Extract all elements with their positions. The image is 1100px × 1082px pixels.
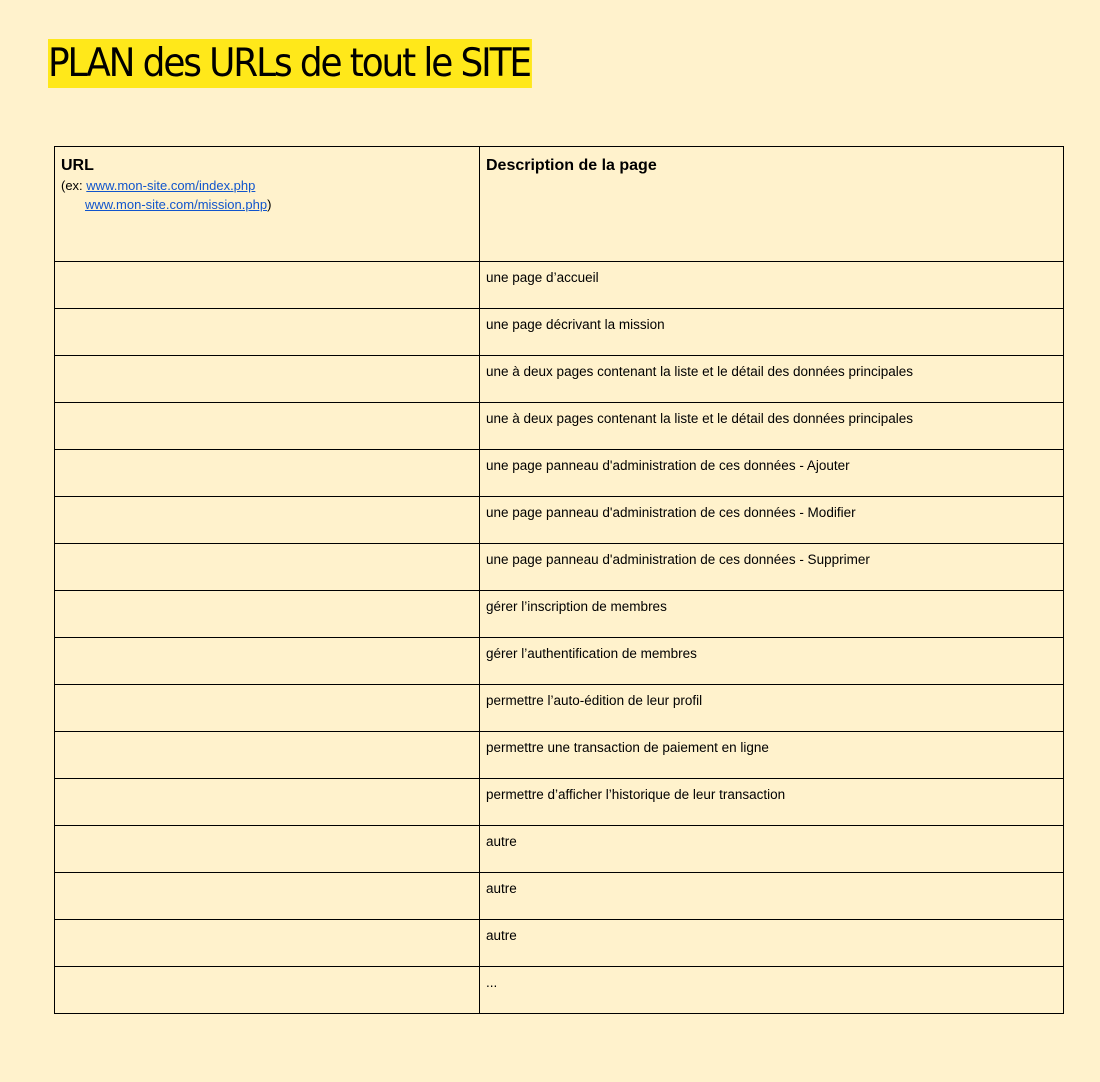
url-cell[interactable]: [55, 356, 480, 403]
url-cell[interactable]: [55, 262, 480, 309]
description-cell: permettre l’auto-édition de leur profil: [480, 685, 1064, 732]
description-cell: autre: [480, 873, 1064, 920]
url-cell[interactable]: [55, 544, 480, 591]
description-cell: autre: [480, 920, 1064, 967]
table-row: [55, 309, 1064, 356]
url-cell[interactable]: [55, 920, 480, 967]
url-cell[interactable]: [55, 450, 480, 497]
description-header-label: Description de la page: [486, 157, 657, 174]
table-row: [55, 685, 1064, 732]
url-plan-table: [54, 146, 1064, 1014]
description-cell: permettre une transaction de paiement en ligne: [480, 732, 1064, 779]
url-cell[interactable]: [55, 732, 480, 779]
table-row: [55, 967, 1064, 1014]
url-cell[interactable]: [55, 779, 480, 826]
description-cell: une à deux pages contenant la liste et le détail des données principales: [480, 356, 1064, 403]
table-row: [55, 779, 1064, 826]
table-row: [55, 356, 1064, 403]
description-cell: une page d’accueil: [480, 262, 1064, 309]
url-cell[interactable]: [55, 826, 480, 873]
table-row: [55, 826, 1064, 873]
url-example: [61, 176, 473, 214]
url-cell[interactable]: [55, 497, 480, 544]
description-cell: une page panneau d'administration de ces données - Supprimer: [480, 544, 1064, 591]
url-cell[interactable]: [55, 403, 480, 450]
description-cell: une page panneau d'administration de ces données - Modifier: [480, 497, 1064, 544]
table-row: [55, 262, 1064, 309]
description-cell: gérer l’inscription de membres: [480, 591, 1064, 638]
example-suffix: ): [267, 197, 272, 212]
example-link-index[interactable]: www.mon-site.com/index.php: [86, 178, 256, 193]
table-header-row: [55, 147, 1064, 262]
url-cell[interactable]: [55, 309, 480, 356]
description-cell: ...: [480, 967, 1064, 1014]
table-row: [55, 544, 1064, 591]
url-cell[interactable]: [55, 591, 480, 638]
table-row: [55, 591, 1064, 638]
table-row: [55, 638, 1064, 685]
table-row: [55, 873, 1064, 920]
example-link-mission[interactable]: www.mon-site.com/mission.php: [85, 197, 268, 212]
table-row: [55, 403, 1064, 450]
table-row: [55, 450, 1064, 497]
description-cell: une page panneau d'administration de ces données - Ajouter: [480, 450, 1064, 497]
description-cell: une page décrivant la mission: [480, 309, 1064, 356]
description-cell: une à deux pages contenant la liste et le détail des données principales: [480, 403, 1064, 450]
url-cell[interactable]: [55, 873, 480, 920]
example-prefix: (ex:: [61, 178, 87, 193]
table-row: [55, 732, 1064, 779]
url-header-cell: [55, 147, 480, 262]
table-row: [55, 920, 1064, 967]
url-cell[interactable]: [55, 685, 480, 732]
url-header-label: URL: [61, 157, 94, 174]
description-cell: permettre d’afficher l’historique de leur transaction: [480, 779, 1064, 826]
page-title: PLAN des URLs de tout le SITE: [48, 41, 530, 86]
description-cell: gérer l’authentification de membres: [480, 638, 1064, 685]
url-cell[interactable]: [55, 638, 480, 685]
url-cell[interactable]: [55, 967, 480, 1014]
description-header-cell: [480, 147, 1064, 262]
description-cell: autre: [480, 826, 1064, 873]
table-row: [55, 497, 1064, 544]
